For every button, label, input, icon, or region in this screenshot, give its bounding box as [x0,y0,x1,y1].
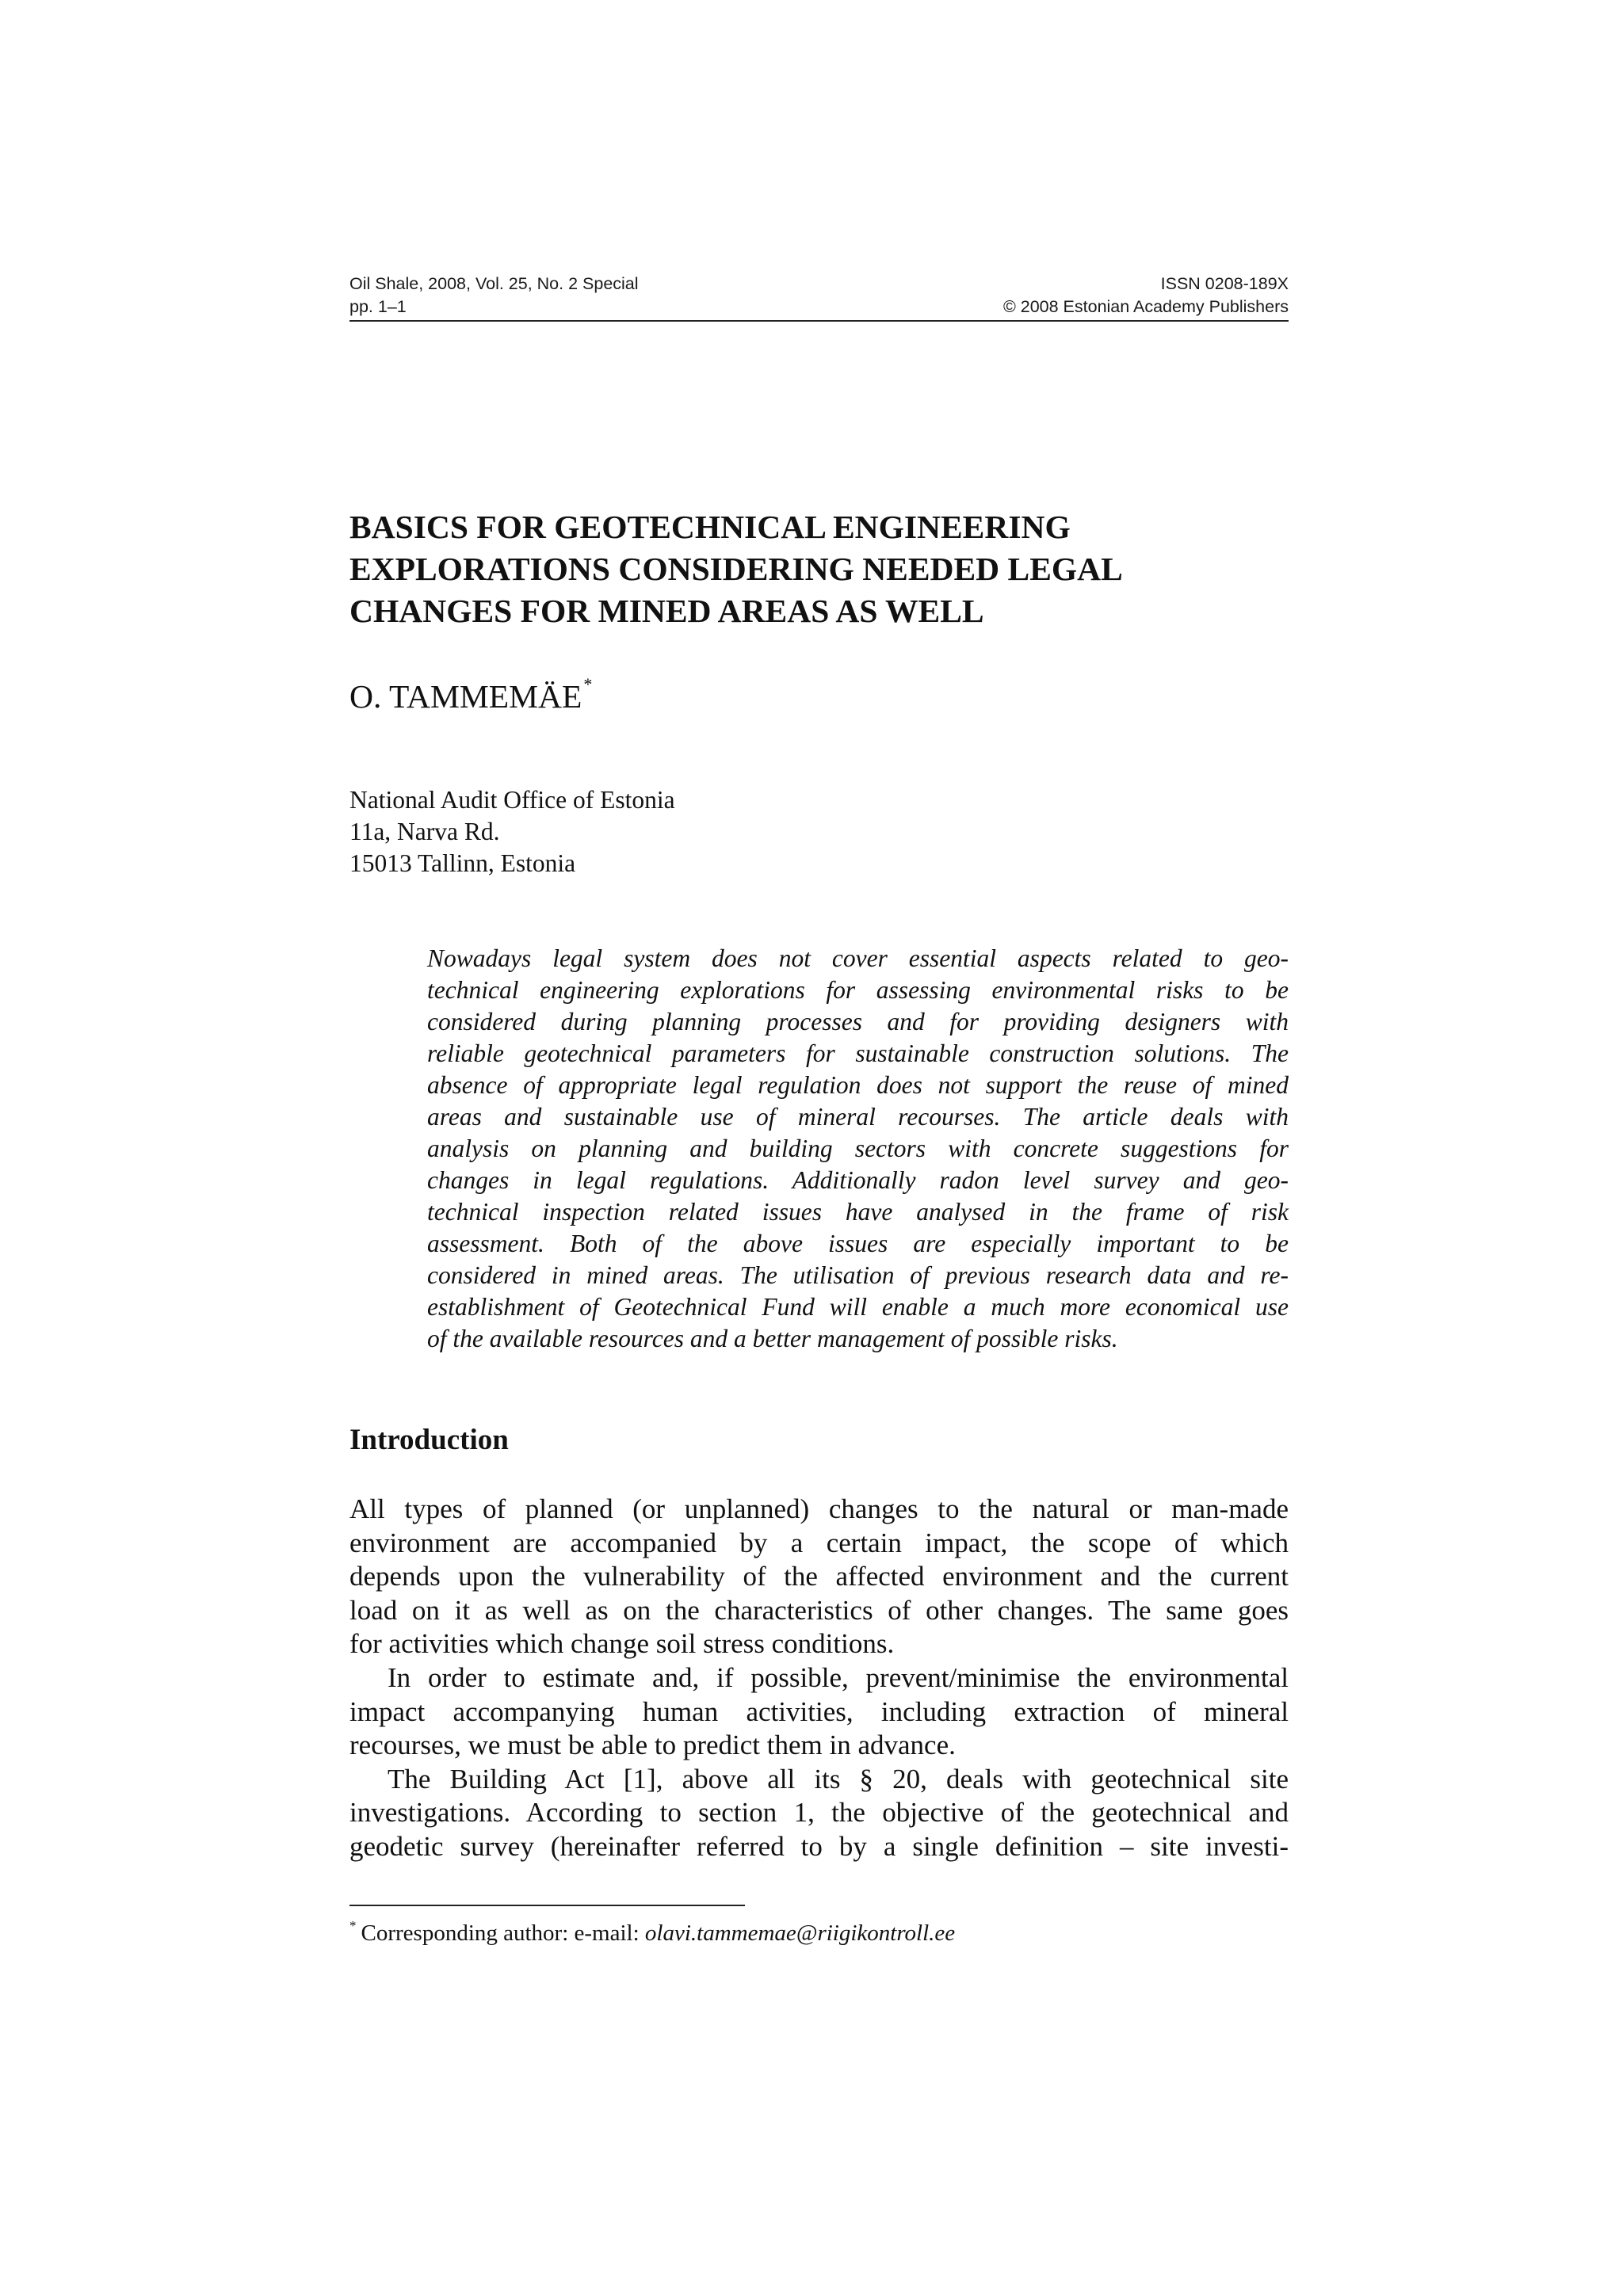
body-line: All types of planned (or unplanned) changes to the natural or man-made [349,1493,1289,1524]
section-heading-introduction: Introduction [349,1424,509,1456]
copyright: © 2008 Estonian Academy Publishers [1002,297,1289,316]
abstract-line: establishment of Geotechnical Fund will enable a much more economical use [427,1293,1289,1321]
body-line: depends upon the vulnerability of the affected environment and the current [349,1561,1289,1592]
body-line: investigations. According to section 1, the objective of the geotechnical and [349,1797,1289,1829]
abstract-line: of the available resources and a better management of possible risks. [427,1325,1118,1352]
author-footnote-mark: * [583,674,593,694]
body-line: recourses, we must be able to predict them in advance. [349,1730,956,1761]
footnote-mark: * [349,1918,357,1933]
abstract-line: absence of appropriate legal regulation does not support the reuse of mined [427,1071,1289,1099]
title-line: BASICS FOR GEOTECHNICAL ENGINEERING [349,509,1071,545]
affiliation [349,784,675,879]
body-text [349,1493,1289,1864]
footnote [349,1919,955,1951]
title-line: EXPLORATIONS CONSIDERING NEEDED LEGAL [349,551,1123,587]
body-line: load on it as well as on the characteristics of other changes. The same goes [349,1594,1289,1626]
body-line: impact accompanying human activities, including extraction of mineral [349,1695,1289,1727]
body-line: geodetic survey (hereinafter referred to by a single definition – site investi- [349,1830,1289,1862]
journal-citation: Oil Shale, 2008, Vol. 25, No. 2 Special [349,274,639,293]
abstract-line: technical engineering explorations for assessing environmental risks to be [427,976,1289,1004]
abstract-line: reliable geotechnical parameters for sustainable construction solutions. The [427,1039,1289,1067]
body-line: for activities which change soil stress conditions. [349,1628,895,1660]
title-line: CHANGES FOR MINED AREAS AS WELL [349,593,984,629]
body-line: The Building Act [1], above all its § 20, deals with geotechnical site [388,1763,1289,1794]
affiliation-line: 11a, Narva Rd. [349,818,500,845]
affiliation-line: National Audit Office of Estonia [349,786,675,814]
author-name: O. TAMMEMÄE [349,678,582,715]
abstract-line: Nowadays legal system does not cover essential aspects related to geo- [427,944,1289,972]
author-email-link[interactable]: olavi.tammemae@riigikontroll.ee [644,1920,956,1946]
abstract-line: technical inspection related issues have analysed in the frame of risk [427,1198,1289,1226]
footnote-rule [349,1905,745,1906]
abstract-line: analysis on planning and building sectors with concrete suggestions for [427,1135,1289,1162]
running-header [349,273,1289,318]
abstract-line: considered during planning processes and for providing designers with [427,1008,1289,1035]
body-line: environment are accompanied by a certain impact, the scope of which [349,1527,1289,1558]
affiliation-line: 15013 Tallinn, Estonia [349,849,576,877]
paper-title [349,506,1289,632]
body-line: In order to estimate and, if possible, prevent/minimise the environmental [388,1661,1289,1693]
abstract-line: areas and sustainable use of mineral recourses. The article deals with [427,1103,1289,1131]
abstract-line: assessment. Both of the above issues are especially important to be [427,1230,1289,1257]
footnote-label: Corresponding author: e-mail: [361,1920,640,1946]
page-range: pp. 1–1 [349,297,407,316]
abstract [427,943,1289,1355]
issn: ISSN 0208-189X [1160,274,1289,293]
abstract-line: considered in mined areas. The utilisation of previous research data and re- [427,1261,1289,1289]
abstract-line: changes in legal regulations. Additionally radon level survey and geo- [427,1166,1289,1194]
author [349,676,592,723]
header-rule [349,320,1289,322]
